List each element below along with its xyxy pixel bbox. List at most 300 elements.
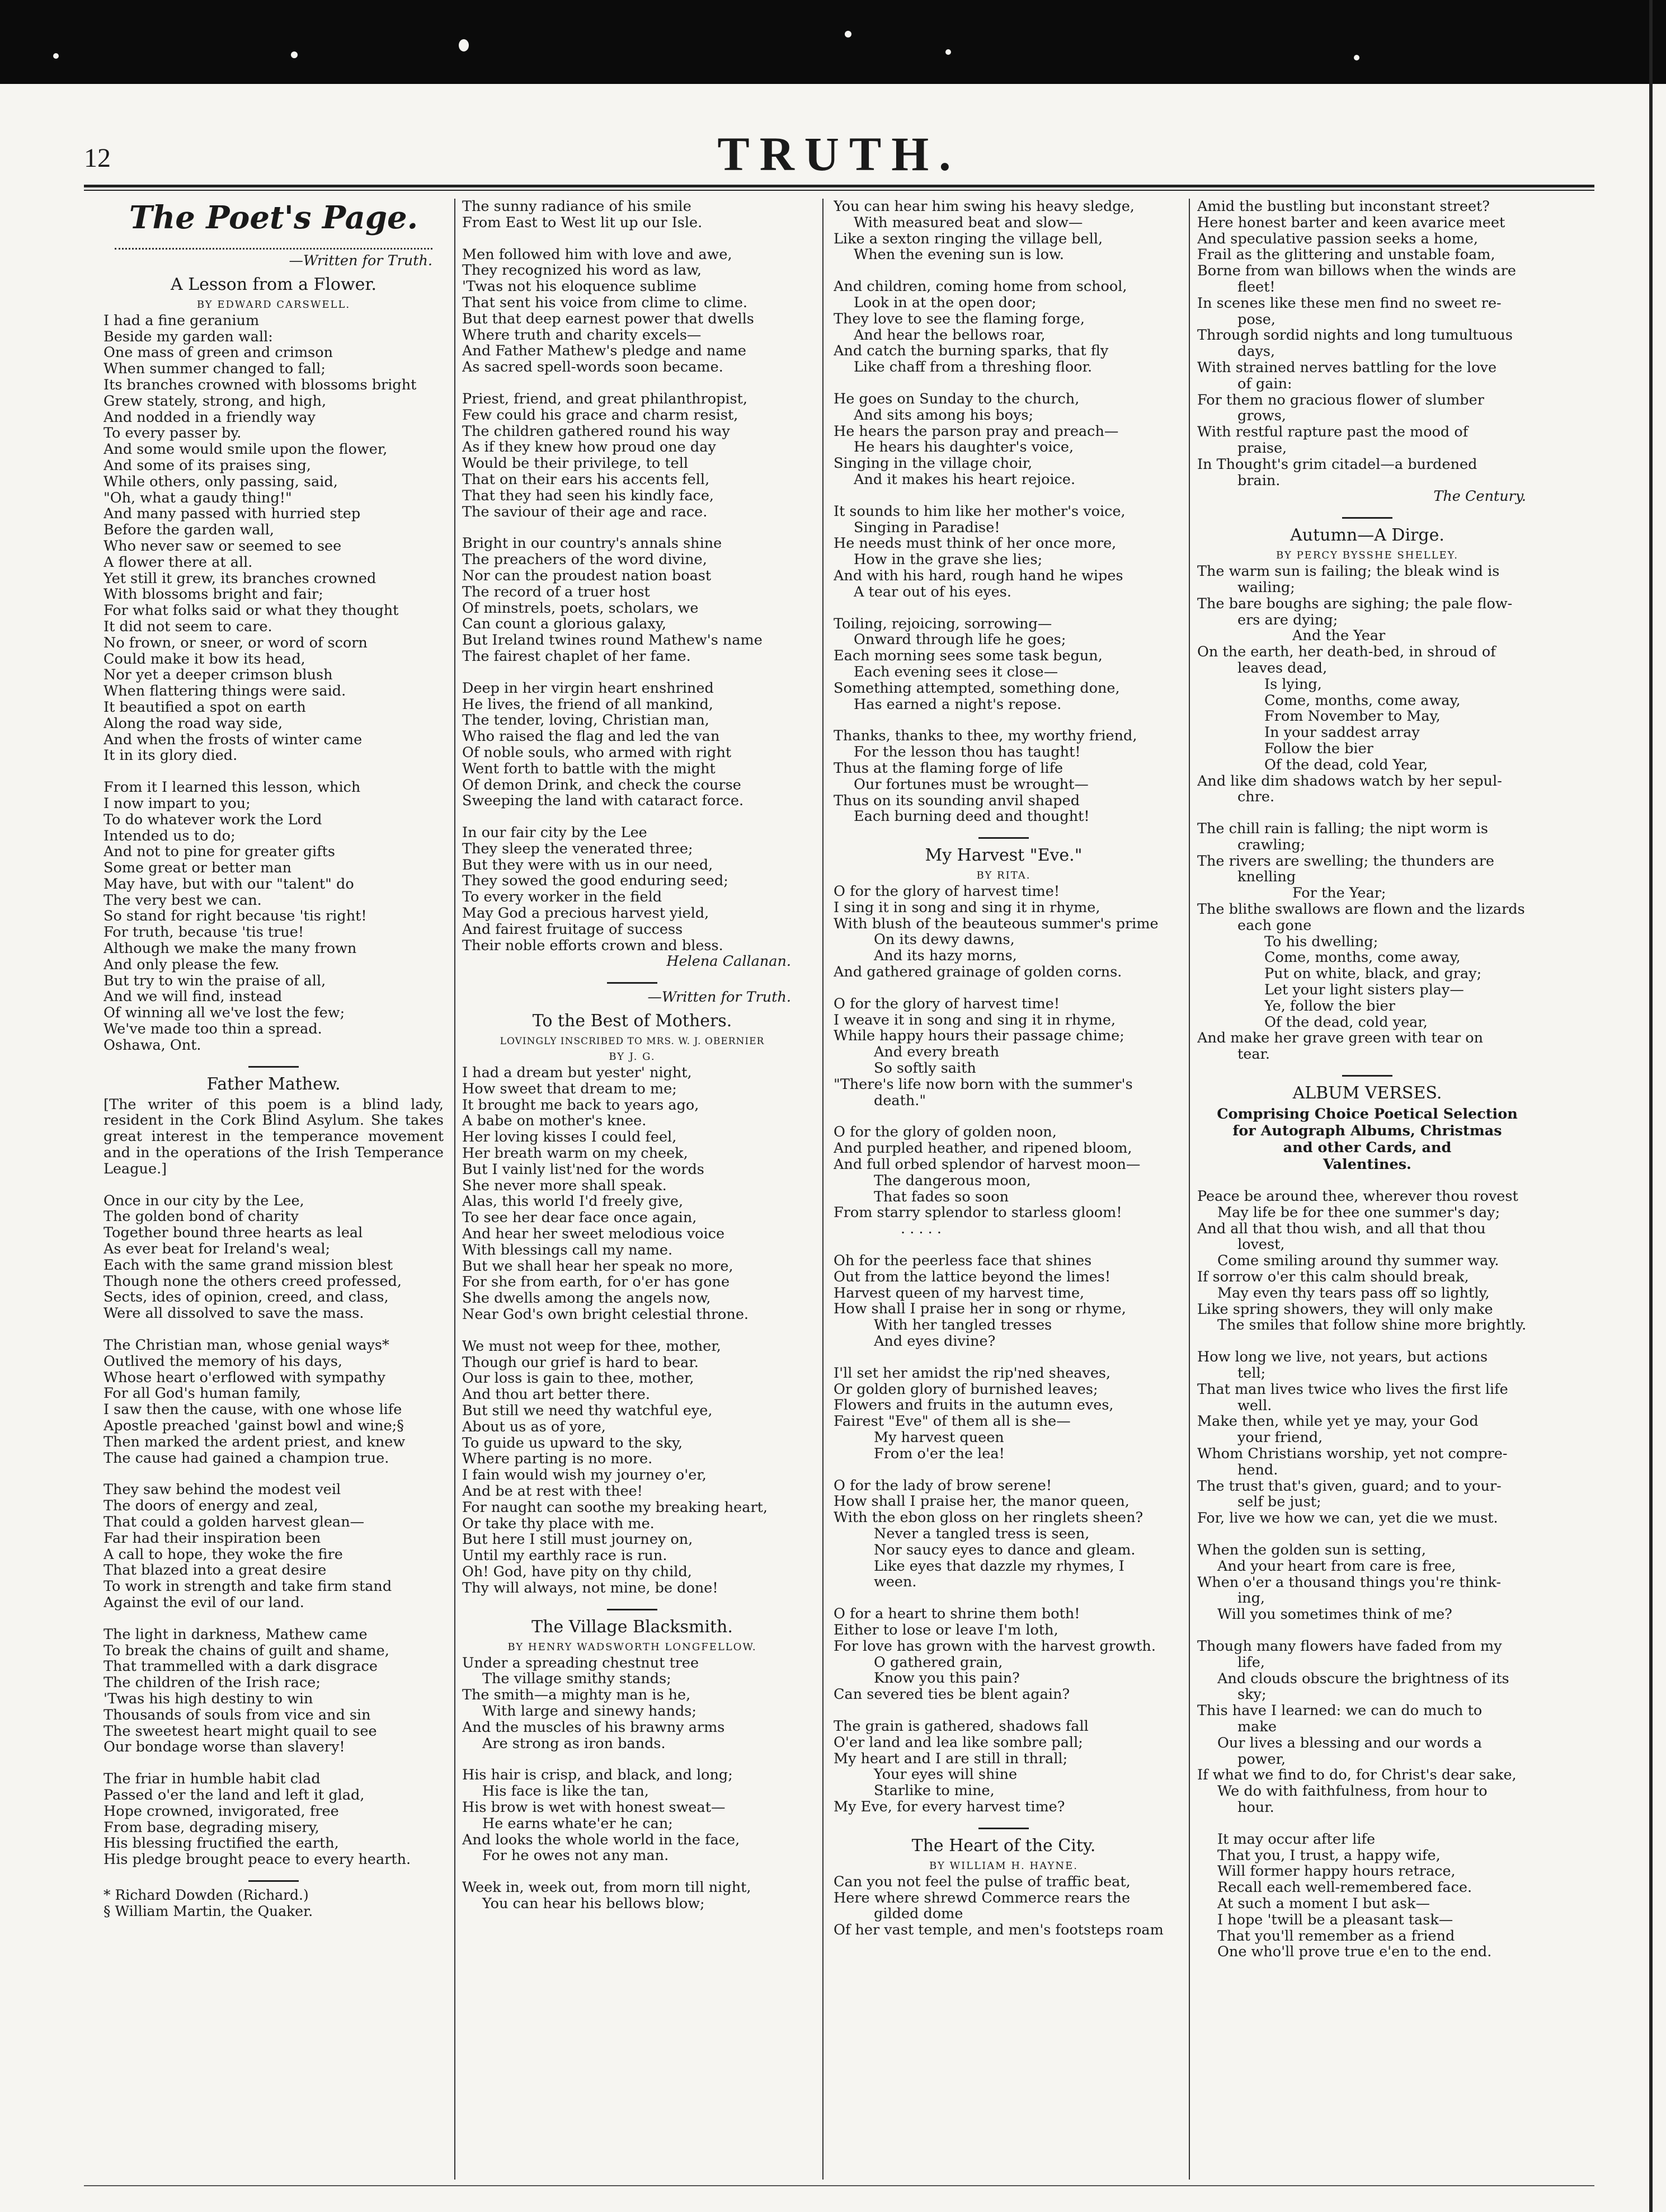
text-line: Look in at the open door; — [854, 294, 1037, 311]
text-line: We must not weep for thee, mother, — [462, 1337, 721, 1355]
text-line: He needs must think of her once more, — [834, 535, 1117, 552]
text-line: From East to West lit up our Isle. — [462, 214, 703, 231]
text-line: BY RITA. — [976, 870, 1031, 882]
text-line: The doors of energy and zeal, — [103, 1497, 318, 1515]
text-line: As sacred spell-words soon became. — [462, 359, 723, 376]
text-line: ALBUM VERSES. — [1292, 1083, 1442, 1103]
text-line: Is lying, — [1264, 675, 1322, 693]
text-line: LOVINGLY INSCRIBED TO MRS. W. J. OBERNIER — [500, 1036, 765, 1048]
text-line: How shall I praise her, the manor queen, — [834, 1493, 1130, 1510]
text-line: And we will find, instead — [103, 988, 283, 1006]
text-line: Are strong as iron bands. — [482, 1735, 666, 1752]
text-line: 'Twas his high destiny to win — [103, 1690, 313, 1707]
top-ink-band — [0, 0, 1666, 84]
column-rule — [1189, 199, 1190, 2180]
text-line: The chill rain is falling; the nipt worm is — [1197, 820, 1488, 838]
text-line: My Harvest "Eve." — [925, 846, 1083, 866]
text-line: One who'll prove true e'en to the end. — [1217, 1943, 1492, 1961]
text-line: A babe on mother's knee. — [462, 1112, 647, 1130]
text-line: The sweetest heart might quail to see — [103, 1722, 377, 1740]
text-line: The record of a truer host — [462, 583, 650, 600]
text-line: O'er land and lea like sombre pall; — [834, 1734, 1083, 1751]
text-line: From November to May, — [1264, 708, 1441, 725]
text-line: And the Year — [1292, 627, 1386, 645]
text-line: And hear the bellows roar, — [854, 326, 1046, 344]
text-line: Starlike to mine, — [874, 1782, 995, 1800]
text-line: She never more shall speak. — [462, 1177, 667, 1194]
text-line: With the ebon gloss on her ringlets sheen? — [834, 1509, 1143, 1527]
text-line: Its branches crowned with blossoms bright — [103, 376, 417, 393]
text-line: On the earth, her death-bed, in shroud of — [1197, 644, 1496, 661]
text-line: § William Martin, the Quaker. — [103, 1903, 313, 1919]
written-for-note — [462, 989, 802, 1006]
stanza-gap — [1197, 1333, 1537, 1349]
text-line: Never a tangled tress is seen, — [874, 1525, 1090, 1542]
poem-title — [462, 1010, 802, 1032]
text-line: And some would smile upon the flower, — [103, 441, 388, 458]
text-line: Whose heart o'erflowed with sympathy — [103, 1369, 385, 1386]
text-line: In scenes like these men find no sweet re- — [1197, 294, 1502, 312]
text-line: And all that thou wish, and all that thou — [1197, 1220, 1486, 1237]
stanza-gap — [103, 1322, 444, 1337]
text-line: Autumn—A Dirge. — [1290, 525, 1444, 546]
text-line: Some great or better man — [103, 860, 292, 877]
stanza-gap — [103, 1466, 444, 1482]
stanza-gap — [462, 809, 802, 825]
text-line: Ye, follow the bier — [1264, 997, 1395, 1015]
stanza-gap — [834, 1350, 1174, 1365]
text-line: But we shall hear her speak no more, — [462, 1257, 733, 1275]
text-line: ing, — [1237, 1590, 1265, 1607]
text-line: Though our grief is hard to bear. — [462, 1354, 699, 1371]
stanza — [834, 996, 1174, 1109]
text-line: When o'er a thousand things you're think- — [1197, 1574, 1502, 1591]
stanza-gap — [103, 1177, 444, 1193]
text-line: But here I still must journey on, — [462, 1531, 693, 1548]
text-line: And gathered grainage of golden corns. — [834, 964, 1122, 981]
column-1 — [103, 199, 444, 2174]
text-line: Her breath warm on my cheek, — [462, 1145, 688, 1162]
stanza-gap — [462, 1864, 802, 1880]
text-line: His hair is crisp, and black, and long; — [462, 1767, 733, 1784]
text-line: Through sordid nights and long tumultuous — [1197, 327, 1513, 344]
stanza-gap — [462, 231, 802, 247]
text-line: With blush of the beauteous summer's prime — [834, 915, 1159, 932]
text-line: While happy hours their passage chime; — [834, 1027, 1124, 1045]
text-line: It brought me back to years ago, — [462, 1096, 699, 1114]
stanza — [1197, 1189, 1537, 1333]
text-line: Along the road way side, — [103, 715, 283, 732]
text-line: brain. — [1237, 472, 1281, 489]
text-line: That fades so soon — [874, 1188, 1009, 1205]
stanza — [462, 391, 802, 520]
text-line: Few could his grace and charm resist, — [462, 406, 738, 424]
text-line: The saviour of their age and race. — [462, 503, 708, 520]
text-line: The preachers of the word divine, — [462, 551, 707, 569]
byline — [834, 868, 1174, 884]
text-line: And eyes divine? — [874, 1333, 996, 1350]
column-rule — [822, 199, 823, 2180]
text-line: The Christian man, whose genial ways* — [103, 1337, 389, 1354]
text-line: May even thy tears pass off so lightly, — [1217, 1284, 1490, 1302]
text-line: They sleep the venerated three; — [462, 840, 693, 857]
stanza — [834, 391, 1174, 488]
text-line: Grew stately, strong, and high, — [103, 392, 327, 410]
text-line: Who raised the flag and led the van — [462, 728, 720, 745]
text-line: Out from the lattice beyond the limes! — [834, 1268, 1111, 1285]
stanza — [1197, 1831, 1537, 1960]
separator-rule — [1342, 517, 1392, 519]
stanza — [103, 1627, 444, 1755]
text-line: Apostle preached 'gainst bowl and wine;§ — [103, 1417, 404, 1434]
text-line: Has earned a night's repose. — [854, 696, 1062, 713]
text-line: Where parting is no more. — [462, 1450, 653, 1468]
stanza — [462, 247, 802, 375]
editor-note — [103, 1097, 444, 1177]
text-line: Alas, this world I'd freely give, — [462, 1193, 684, 1210]
text-line: From it I learned this lesson, which — [103, 779, 361, 796]
text-line: To every worker in the field — [462, 889, 662, 906]
text-line: Deep in her virgin heart enshrined — [462, 679, 714, 697]
text-line: And it makes his heart rejoice. — [854, 471, 1076, 488]
text-line: lovest, — [1237, 1236, 1285, 1253]
text-line: Here where shrewd Commerce rears the — [834, 1889, 1131, 1906]
text-line: That trammelled with a dark disgrace — [103, 1658, 378, 1675]
text-line: My harvest queen — [874, 1429, 1004, 1446]
text-line: The Heart of the City. — [911, 1835, 1096, 1856]
text-line: The children gathered round his way — [462, 422, 730, 440]
text-line: Against the evil of our land. — [103, 1594, 304, 1611]
text-line: May God a precious harvest yield, — [462, 905, 709, 922]
text-line: O for the glory of harvest time! — [834, 883, 1060, 900]
text-line: Flowers and fruits in the autumn eves, — [834, 1397, 1114, 1414]
text-line: With measured beat and slow— — [854, 214, 1083, 231]
text-line: Nor yet a deeper crimson blush — [103, 666, 333, 684]
text-line: Then marked the ardent priest, and knew — [103, 1433, 406, 1450]
text-line: BY HENRY WADSWORTH LONGFELLOW. — [507, 1641, 757, 1653]
text-line: Although we make the many frown — [103, 940, 357, 957]
text-line: In your saddest array — [1264, 724, 1420, 741]
text-line: The cause had gained a champion true. — [103, 1449, 389, 1467]
text-line: And with his hard, rough hand he wipes — [834, 567, 1123, 584]
text-line: To break the chains of guilt and shame, — [103, 1642, 389, 1659]
text-line: If what we find to do, for Christ's dear sake, — [1197, 1767, 1517, 1784]
text-line: A tear out of his eyes. — [854, 583, 1011, 600]
text-line: In Thought's grim citadel—a burdened — [1197, 455, 1477, 473]
text-line: Like a sexton ringing the village bell, — [834, 230, 1103, 247]
footnote — [103, 1887, 444, 1920]
text-line: He earns whate'er he can; — [482, 1815, 673, 1832]
text-line: Whom Christians worship, yet not compre- — [1197, 1445, 1508, 1462]
stanza — [462, 1339, 802, 1596]
stanza — [834, 504, 1174, 600]
text-line: The very best we can. — [103, 891, 262, 909]
text-line: O for the glory of harvest time! — [834, 995, 1060, 1012]
text-line: He hears his daughter's voice, — [854, 439, 1074, 456]
text-line: pose, — [1237, 311, 1276, 328]
text-line: ween. — [874, 1574, 917, 1591]
text-line: For she from earth, for o'er has gone — [462, 1274, 730, 1291]
text-line: And catch the burning sparks, that fly — [834, 342, 1109, 360]
text-line: To his dwelling; — [1264, 933, 1378, 950]
stanza-gap — [103, 1755, 444, 1771]
text-line: death." — [874, 1092, 926, 1109]
text-line: For naught can soothe my breaking heart, — [462, 1499, 768, 1516]
text-line: When flattering things were said. — [103, 683, 346, 700]
separator-rule — [248, 1066, 299, 1068]
text-line: And every breath — [874, 1044, 1000, 1061]
text-line: It sounds to him like her mother's voice, — [834, 502, 1126, 520]
text-line: The children of the Irish race; — [103, 1674, 321, 1692]
byline — [834, 1858, 1174, 1874]
dedication — [462, 1034, 802, 1049]
text-line: The rivers are swelling; the thunders are — [1197, 852, 1495, 870]
poem-title — [462, 1616, 802, 1638]
text-line: The blithe swallows are flown and the lizards — [1197, 901, 1525, 918]
masthead — [84, 120, 1594, 187]
text-line: Can count a glorious galaxy, — [462, 616, 666, 633]
text-line: They recognized his word as law, — [462, 262, 702, 279]
text-line: Thousands of souls from vice and sin — [103, 1706, 371, 1723]
text-line: How sweet that dream to me; — [462, 1080, 677, 1097]
text-line: And some of its praises sing, — [103, 457, 311, 474]
text-line: The smiles that follow shine more brightly. — [1217, 1317, 1527, 1334]
text-line: One mass of green and crimson — [103, 344, 333, 361]
separator-rule — [978, 1828, 1029, 1829]
text-line: Bright in our country's annals shine — [462, 535, 722, 552]
text-line: The golden bond of charity — [103, 1208, 299, 1225]
text-line: Week in, week out, from morn till night, — [462, 1879, 751, 1896]
paper-name: TRUTH. — [717, 127, 961, 181]
text-line: And children, coming home from school, — [834, 278, 1127, 295]
text-line: Come smiling around thy summer way. — [1217, 1252, 1499, 1270]
text-line: Oh! God, have pity on thy child, — [462, 1563, 692, 1580]
stanza — [103, 313, 444, 764]
text-line: Know you this pain? — [874, 1670, 1020, 1687]
text-line: When summer changed to fall; — [103, 360, 326, 378]
poem-title — [103, 274, 444, 296]
text-line: self be just; — [1237, 1494, 1321, 1511]
text-line: Thanks, thanks to thee, my worthy friend, — [834, 727, 1137, 745]
stanza — [462, 199, 802, 231]
text-line: It beautified a spot on earth — [103, 698, 306, 716]
text-line: To guide us upward to the sky, — [462, 1434, 683, 1452]
text-line: hour. — [1237, 1798, 1274, 1816]
text-line: The friar in humble habit clad — [103, 1770, 321, 1788]
text-line: crawling; — [1237, 836, 1306, 853]
text-line: And Father Mathew's pledge and name — [462, 342, 746, 360]
text-line: But they were with us in our need, — [462, 856, 713, 873]
text-line: For all God's human family, — [103, 1385, 301, 1402]
stanza — [1197, 563, 1537, 805]
text-line: You can hear his bellows blow; — [482, 1895, 705, 1912]
text-line: well. — [1237, 1397, 1272, 1414]
text-line: Until my earthly race is run. — [462, 1547, 667, 1565]
text-line: Once in our city by the Lee, — [103, 1192, 304, 1209]
text-line: And like dim shadows watch by her sepul- — [1197, 772, 1502, 790]
text-line: For truth, because 'tis true! — [103, 924, 304, 941]
text-line: Sweeping the land with cataract force. — [462, 792, 744, 810]
text-line: days, — [1237, 343, 1276, 360]
text-line: It did not seem to care. — [103, 618, 272, 635]
stanza — [462, 1767, 802, 1864]
text-line: Thy will always, not mine, be done! — [462, 1579, 718, 1596]
text-line: [The writer of this poem is a blind lady, resident in the Cork Blind Asylum. She takes great interest in the temperance movement and in the operations of the Irish Temperance League.] — [103, 1096, 444, 1177]
text-line: Intended us to do; — [103, 827, 236, 844]
text-line: As ever beat for Ireland's weal; — [103, 1241, 331, 1258]
text-line: About us as of yore, — [462, 1418, 606, 1435]
text-line: While others, only passing, said, — [103, 473, 338, 490]
text-line: For what folks said or what they thought — [103, 602, 399, 619]
text-line: I fain would wish my journey o'er, — [462, 1467, 707, 1484]
text-line: —Written for Truth. — [289, 252, 432, 269]
text-line: And your heart from care is free, — [1217, 1557, 1456, 1575]
text-line: For he owes not any man. — [482, 1847, 669, 1865]
text-line: That could a golden harvest glean— — [103, 1513, 365, 1530]
text-line: Will you sometimes think of me? — [1217, 1606, 1452, 1623]
text-line: And the muscles of his brawny arms — [462, 1718, 725, 1736]
text-line: For the Year; — [1292, 885, 1386, 902]
text-line: Her loving kisses I could feel, — [462, 1129, 677, 1146]
text-line: No frown, or sneer, or word of scorn — [103, 634, 368, 651]
page-number: 12 — [84, 143, 111, 173]
stanza-gap — [462, 1323, 802, 1339]
text-line: Though many flowers have faded from my — [1197, 1637, 1502, 1655]
text-line: The trust that's given, guard; and to your- — [1197, 1477, 1502, 1495]
text-line: But try to win the praise of all, — [103, 972, 326, 989]
text-line: If sorrow o'er this calm should break, — [1197, 1269, 1469, 1286]
poem-title — [103, 1073, 444, 1096]
stanza — [462, 1880, 802, 1912]
text-line: Singing in Paradise! — [854, 519, 1000, 536]
stanza — [462, 825, 802, 954]
text-line: For love has grown with the harvest growth. — [834, 1637, 1156, 1655]
text-line: Recall each well-remembered face. — [1217, 1879, 1472, 1896]
text-line: praise, — [1237, 439, 1287, 457]
text-line: Put on white, black, and gray; — [1264, 965, 1482, 983]
stanza — [1197, 1542, 1537, 1623]
text-line: But Ireland twines round Mathew's name — [462, 632, 763, 649]
stanza — [1197, 1349, 1537, 1527]
text-line: To every passer by. — [103, 425, 242, 442]
text-line: The Village Blacksmith. — [531, 1617, 733, 1637]
text-line: As if they knew how proud one day — [462, 439, 716, 456]
text-line: From o'er the lea! — [874, 1445, 1005, 1462]
text-line: For, live we how we can, yet die we must. — [1197, 1510, 1498, 1527]
text-line: Your eyes will shine — [874, 1766, 1018, 1783]
text-line: Either to lose or leave I'm loth, — [834, 1621, 1058, 1638]
text-line: 'Twas not his eloquence sublime — [462, 278, 696, 295]
text-line: Can severed ties be blent again? — [834, 1686, 1070, 1703]
text-line: Of noble souls, who armed with right — [462, 744, 732, 761]
text-line: and other Cards, and — [1283, 1139, 1452, 1157]
stanza — [462, 1065, 802, 1323]
text-line: His blessing fructified the earth, — [103, 1835, 339, 1852]
stanza — [462, 536, 802, 664]
text-line: And nodded in a friendly way — [103, 408, 316, 426]
text-line: To see her dear face once again, — [462, 1209, 697, 1227]
text-line: Under a spreading chestnut tree — [462, 1654, 699, 1671]
text-line: Yet still it grew, its branches crowned — [103, 570, 377, 587]
text-line: With restful rapture past the mood of — [1197, 424, 1469, 441]
text-line: Outlived the memory of his days, — [103, 1352, 342, 1370]
text-line: I hope 'twill be a pleasant task— — [1217, 1911, 1453, 1928]
stanza — [1197, 199, 1537, 489]
text-line: It in its glory died. — [103, 747, 238, 764]
text-line: tear. — [1237, 1046, 1270, 1063]
stanza — [834, 1124, 1174, 1237]
text-line: From base, degrading misery, — [103, 1819, 319, 1836]
text-line: I had a dream but yester' night, — [462, 1064, 692, 1082]
text-line: Follow the bier — [1264, 740, 1373, 757]
stanza — [834, 199, 1174, 263]
text-line: The sunny radiance of his smile — [462, 199, 691, 215]
text-line: Of demon Drink, and check the course — [462, 776, 741, 793]
text-line: With blessings call my name. — [462, 1241, 673, 1258]
text-line: Harvest queen of my harvest time, — [834, 1284, 1085, 1302]
text-line: The tender, loving, Christian man, — [462, 712, 709, 729]
text-line: His brow is wet with honest sweat— — [462, 1798, 726, 1816]
text-line: The village smithy stands; — [482, 1670, 671, 1688]
stanza-gap — [834, 1590, 1174, 1606]
text-line: Helena Callanan. — [666, 953, 791, 970]
stanza-gap — [462, 1751, 802, 1767]
text-line: fleet! — [1237, 278, 1276, 295]
text-line: That on their ears his accents fell, — [462, 471, 710, 488]
text-line: "There's life now born with the summer's — [834, 1076, 1133, 1093]
text-line: Let your light sisters play— — [1264, 981, 1464, 999]
text-line: The warm sun is failing; the bleak wind is — [1197, 563, 1500, 580]
text-line: life, — [1237, 1654, 1265, 1671]
text-line: O for the glory of golden noon, — [834, 1124, 1057, 1141]
text-line: Each evening sees it close— — [854, 663, 1058, 680]
poem-title — [834, 1835, 1174, 1857]
text-line: And many passed with hurried step — [103, 505, 361, 523]
text-line: And clouds obscure the brightness of its — [1217, 1670, 1509, 1687]
text-line: A call to hope, they woke the fire — [103, 1546, 343, 1563]
stanza — [1197, 821, 1537, 1063]
text-line: Priest, friend, and great philanthropist, — [462, 390, 747, 407]
stanza-gap — [462, 520, 802, 536]
text-line: But still we need thy watchful eye, — [462, 1402, 713, 1419]
stanza-gap — [834, 1237, 1174, 1253]
text-line: How shall I praise her in song or rhyme, — [834, 1300, 1126, 1318]
text-line: I had a fine geranium — [103, 312, 260, 329]
text-line: Would be their privilege, to tell — [462, 455, 689, 472]
stanza-gap — [103, 1611, 444, 1627]
text-line: Of minstrels, poets, scholars, we — [462, 599, 699, 617]
stanza-gap — [834, 1703, 1174, 1718]
text-line: To the Best of Mothers. — [532, 1011, 732, 1031]
text-line: Thus on its sounding anvil shaped — [834, 792, 1080, 809]
text-line: make — [1237, 1718, 1277, 1735]
separator-rule — [248, 1880, 299, 1882]
text-line: Where truth and charity excels— — [462, 326, 702, 344]
text-line: And thou art better there. — [462, 1386, 651, 1403]
stanza — [1197, 1638, 1537, 1816]
text-line: My Eve, for every harvest time? — [834, 1798, 1065, 1815]
text-line: . . . . . — [901, 1220, 942, 1238]
text-line: I now impart to you; — [103, 795, 251, 812]
masthead-rule — [84, 185, 1594, 191]
stanza — [103, 1193, 444, 1322]
text-line: Each morning sees some task begun, — [834, 647, 1103, 665]
text-line: Peace be around thee, wherever thou rovest — [1197, 1188, 1518, 1205]
ornamental-rule — [115, 241, 432, 250]
text-line: —Written for Truth. — [647, 989, 791, 1006]
text-line: When the golden sun is setting, — [1197, 1541, 1426, 1558]
text-line: This have I learned: we can do much to — [1197, 1702, 1483, 1720]
